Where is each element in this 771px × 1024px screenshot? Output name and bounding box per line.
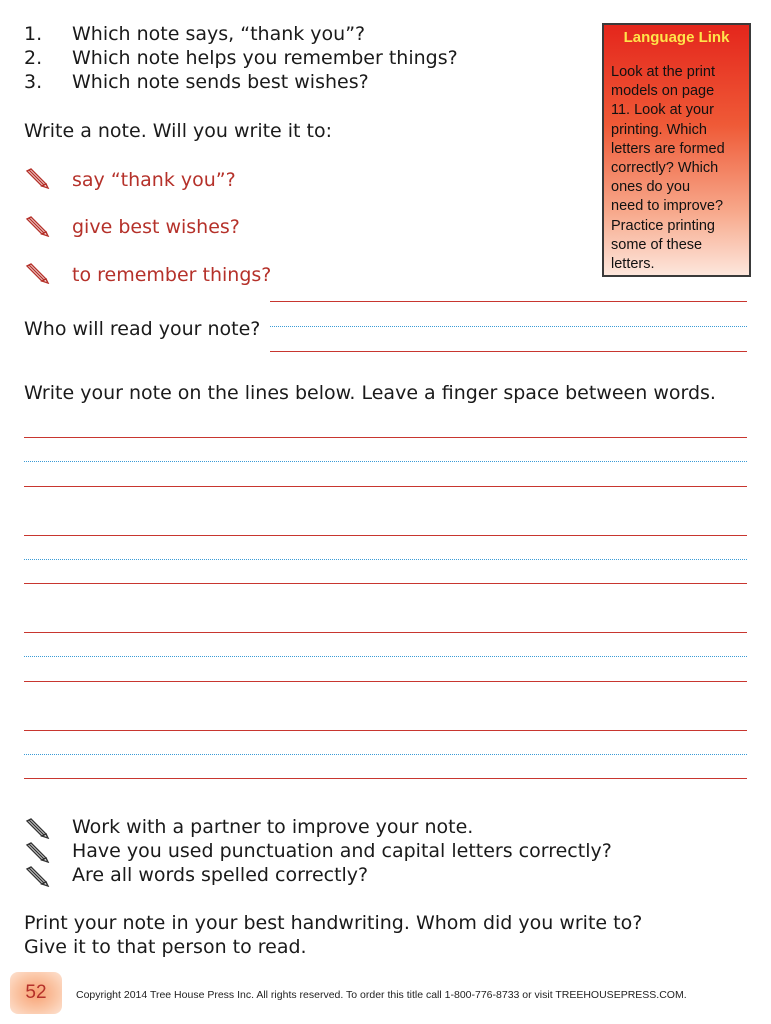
question-number: 1. <box>24 23 43 45</box>
closing-line-2: Give it to that person to read. <box>24 936 307 958</box>
pencil-icon <box>24 841 50 863</box>
writing-line-base[interactable] <box>24 583 747 584</box>
pencil-icon <box>24 262 50 284</box>
reader-prompt: Who will read your note? <box>24 318 261 340</box>
checklist-item: Have you used punctuation and capital letters correctly? <box>72 840 612 862</box>
body-line: letters are formed <box>611 140 725 157</box>
writing-line-top[interactable] <box>24 437 747 438</box>
body-line: Practice printing <box>611 217 715 234</box>
writing-line-mid[interactable] <box>24 461 747 462</box>
question-1 <box>24 22 365 46</box>
page-number: 52 <box>10 972 62 1014</box>
writing-line-mid[interactable] <box>24 656 747 657</box>
question-text: Which note sends best wishes? <box>72 71 369 93</box>
pencil-icon <box>24 167 50 189</box>
language-link-title: Language Link <box>623 29 730 46</box>
writing-line-base[interactable] <box>24 681 747 682</box>
question-number: 2. <box>24 47 43 69</box>
writing-line-top[interactable] <box>24 730 747 731</box>
writing-line-top[interactable] <box>24 535 747 536</box>
question-2 <box>24 46 458 70</box>
pencil-icon <box>24 215 50 237</box>
language-link-body <box>611 63 747 274</box>
checklist-item: Work with a partner to improve your note. <box>72 816 474 838</box>
option-remember: to remember things? <box>72 264 272 286</box>
writing-line-top[interactable] <box>24 632 747 633</box>
instruction: Write your note on the lines below. Leave a finger space between words. <box>24 382 716 404</box>
body-line: need to improve? <box>611 198 724 215</box>
writing-line-base[interactable] <box>24 486 747 487</box>
option-thank-you: say “thank you”? <box>72 169 236 191</box>
writing-line-mid[interactable] <box>24 559 747 560</box>
body-line: 11. Look at your <box>611 102 714 119</box>
language-link-box <box>602 23 751 277</box>
write-prompt: Write a note. Will you write it to: <box>24 120 333 142</box>
body-line: letters. <box>611 256 655 273</box>
writing-line-base[interactable] <box>24 778 747 779</box>
body-line: models on page <box>611 83 715 100</box>
body-line: correctly? Which <box>611 160 719 177</box>
checklist-item: Are all words spelled correctly? <box>72 864 369 886</box>
option-best-wishes: give best wishes? <box>72 216 240 238</box>
body-line: Look at the print <box>611 64 715 80</box>
writing-line-mid[interactable] <box>270 326 747 327</box>
body-line: printing. Which <box>611 121 707 138</box>
writing-line-base[interactable] <box>270 351 747 352</box>
writing-line-top[interactable] <box>270 301 747 302</box>
copyright: Copyright 2014 Tree House Press Inc. All rights reserved. To order this title call 1-800-776-8733 or visit TREEHOUSEPRESS.COM. <box>76 989 687 1001</box>
body-line: ones do you <box>611 179 691 196</box>
writing-line-mid[interactable] <box>24 754 747 755</box>
pencil-icon <box>24 817 50 839</box>
question-number: 3. <box>24 71 43 93</box>
question-text: Which note says, “thank you”? <box>72 23 366 45</box>
question-text: Which note helps you remember things? <box>72 47 458 69</box>
question-3 <box>24 70 369 94</box>
closing-line-1: Print your note in your best handwriting. Whom did you write to? <box>24 912 643 934</box>
body-line: some of these <box>611 236 703 253</box>
pencil-icon <box>24 865 50 887</box>
